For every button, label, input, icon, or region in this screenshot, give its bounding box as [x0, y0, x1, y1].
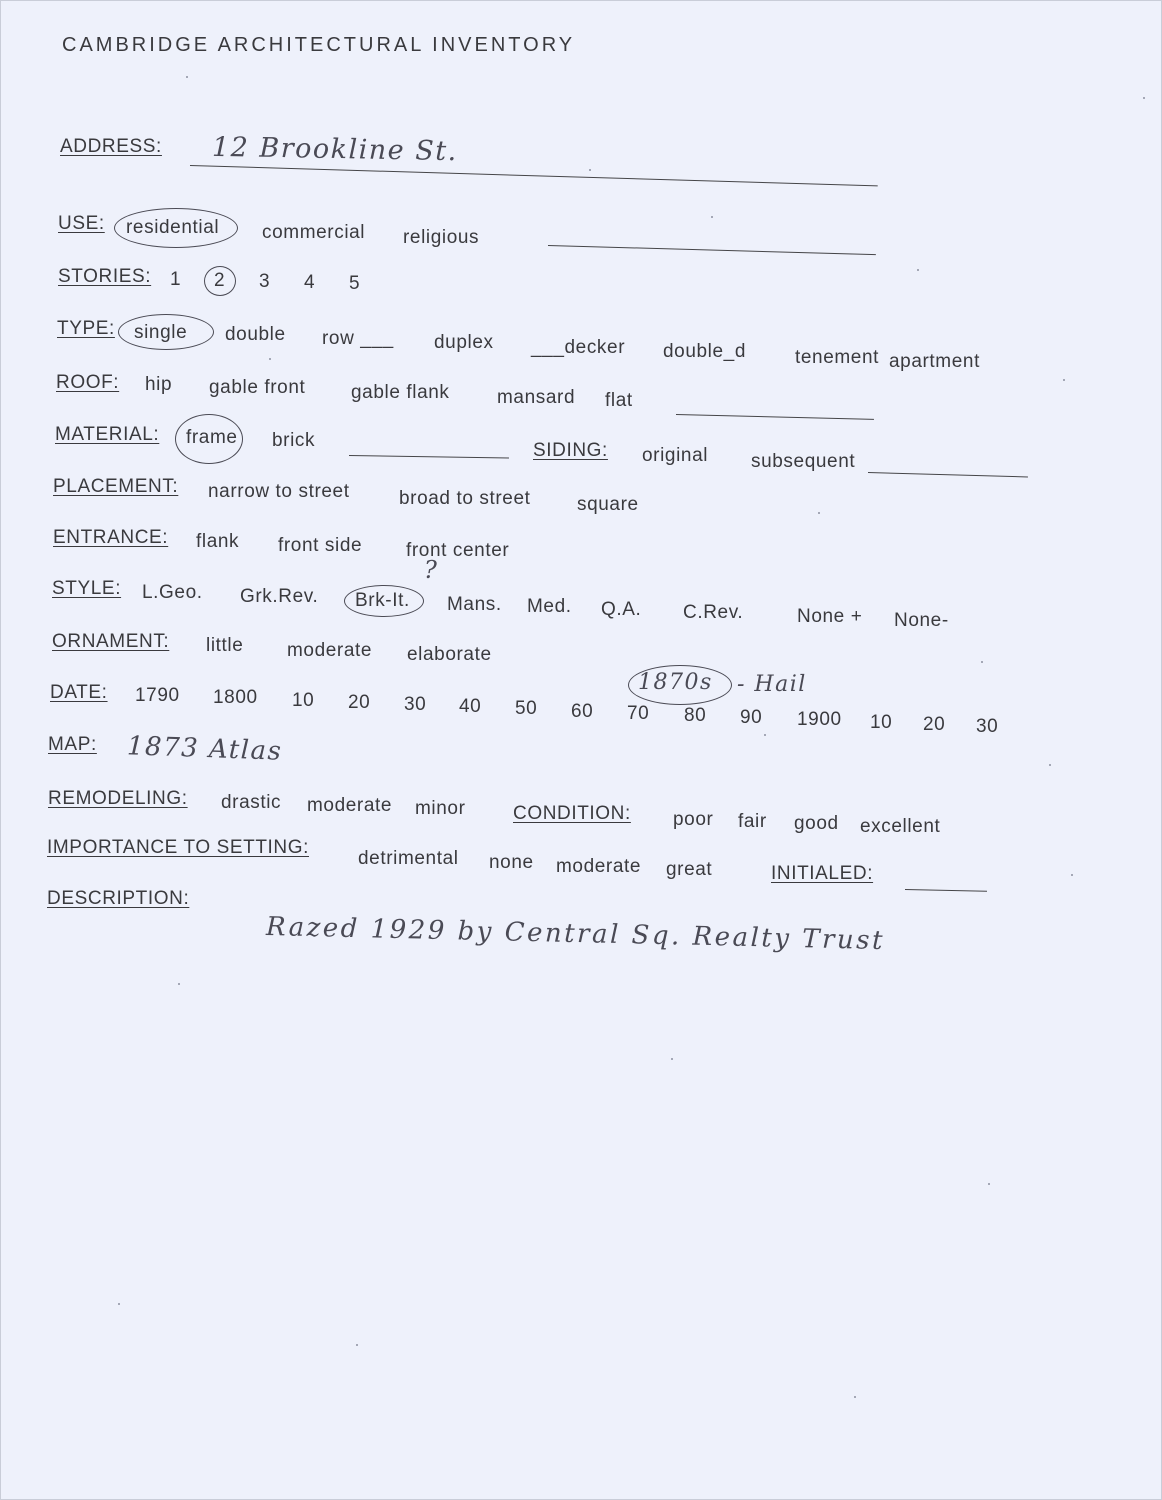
siding-label: SIDING: [533, 440, 608, 461]
date-option-1870: 70 [627, 703, 650, 724]
date-option-1900: 1900 [797, 709, 842, 730]
type-option-single: single [134, 322, 188, 343]
stories-selected-circle [204, 266, 236, 296]
roof-option-mansard: mansard [497, 387, 576, 408]
scan-speck [1143, 97, 1145, 99]
importance-option-none: none [489, 852, 534, 873]
stories-option-3: 3 [259, 271, 271, 292]
style-option-qa: Q.A. [601, 599, 642, 620]
date-option-1890: 90 [740, 707, 763, 728]
remodeling-label: REMODELING: [48, 788, 188, 809]
type-option-double-d: double_d [663, 341, 746, 362]
date-option-1820: 20 [348, 692, 371, 713]
form-header: CAMBRIDGE ARCHITECTURAL INVENTORY [62, 34, 576, 56]
date-option-1790: 1790 [135, 685, 180, 706]
type-option-row: row ___ [322, 328, 394, 349]
style-selected-circle [344, 585, 424, 617]
use-option-commercial: commercial [262, 222, 366, 243]
importance-label: IMPORTANCE TO SETTING: [47, 837, 309, 858]
importance-option-moderate: moderate [556, 856, 642, 877]
remodeling-option-minor: minor [415, 798, 466, 819]
ornament-option-elaborate: elaborate [407, 644, 492, 665]
roof-option-gable-front: gable front [209, 377, 306, 398]
siding-option-original: original [642, 445, 709, 466]
date-handwritten-value: 1870s [638, 670, 713, 695]
entrance-option-front-center: front center [406, 540, 510, 561]
type-option-tenement: tenement [795, 347, 880, 368]
use-option-religious: religious [403, 227, 480, 248]
map-label: MAP: [48, 734, 97, 755]
use-label: USE: [58, 213, 105, 234]
scan-speck [1049, 764, 1051, 766]
scan-speck [988, 1183, 990, 1185]
style-option-med: Med. [527, 596, 572, 617]
use-selected-circle [114, 208, 238, 248]
type-option-decker: ___decker [531, 337, 626, 358]
placement-option-broad: broad to street [399, 488, 531, 509]
style-label: STYLE: [52, 578, 122, 599]
scan-speck [854, 1396, 856, 1398]
condition-option-excellent: excellent [860, 816, 941, 837]
material-option-brick: brick [272, 430, 316, 451]
date-option-1810: 10 [292, 690, 315, 711]
ornament-option-moderate: moderate [287, 640, 373, 661]
placement-option-square: square [577, 494, 639, 515]
initialed-label: INITIALED: [771, 863, 874, 884]
type-option-duplex: duplex [434, 332, 494, 353]
remodeling-option-moderate: moderate [307, 795, 393, 816]
ornament-label: ORNAMENT: [52, 631, 170, 652]
scan-speck [1063, 379, 1065, 381]
stories-option-2: 2 [214, 270, 226, 291]
stories-option-1: 1 [170, 269, 182, 290]
type-option-apartment: apartment [889, 351, 980, 372]
scan-speck [818, 512, 820, 514]
condition-option-good: good [794, 813, 839, 834]
scan-speck [186, 76, 188, 78]
date-option-1930: 30 [976, 716, 999, 737]
entrance-label: ENTRANCE: [53, 527, 169, 548]
entrance-option-front-side: front side [278, 535, 363, 556]
scan-speck [917, 269, 919, 271]
style-option-mans: Mans. [447, 594, 502, 615]
scan-speck [356, 1344, 358, 1346]
date-option-1860: 60 [571, 701, 594, 722]
scan-speck [711, 216, 713, 218]
condition-option-poor: poor [673, 809, 714, 830]
placement-label: PLACEMENT: [53, 476, 179, 497]
roof-option-hip: hip [145, 374, 173, 395]
importance-option-great: great [666, 859, 713, 880]
scan-speck [671, 1058, 673, 1060]
placement-option-narrow: narrow to street [208, 481, 350, 502]
material-label: MATERIAL: [55, 424, 160, 445]
map-value: 1873 Atlas [126, 731, 283, 767]
scan-speck [1071, 874, 1073, 876]
roof-option-flat: flat [605, 390, 633, 411]
date-option-1850: 50 [515, 698, 538, 719]
style-question-mark: ? [424, 556, 439, 584]
condition-option-fair: fair [738, 811, 767, 832]
importance-option-detrimental: detrimental [358, 848, 459, 869]
scan-speck [118, 1303, 120, 1305]
type-label: TYPE: [57, 318, 115, 339]
roof-option-gable-flank: gable flank [351, 382, 450, 403]
date-option-1920: 20 [923, 714, 946, 735]
description-value: Razed 1929 by Central Sq. Realty Trust [265, 912, 886, 957]
scan-speck [981, 661, 983, 663]
material-selected-circle [175, 414, 243, 464]
address-label: ADDRESS: [60, 136, 162, 157]
date-handwritten-note: - Hail [737, 672, 807, 697]
address-value: 12 Brookline St. [211, 131, 458, 168]
ornament-option-little: little [206, 635, 244, 656]
style-option-none-plus: None + [797, 606, 863, 627]
stories-option-5: 5 [349, 273, 361, 294]
scan-speck [589, 169, 591, 171]
date-option-1840: 40 [459, 696, 482, 717]
remodeling-option-drastic: drastic [221, 792, 282, 813]
stories-option-4: 4 [304, 272, 316, 293]
style-option-grkrev: Grk.Rev. [240, 586, 319, 607]
roof-label: ROOF: [56, 372, 120, 393]
condition-label: CONDITION: [513, 803, 631, 824]
type-selected-circle [118, 314, 214, 350]
siding-option-subsequent: subsequent [751, 451, 856, 472]
type-option-double: double [225, 324, 286, 345]
style-option-none-minus: None- [894, 610, 949, 631]
use-option-residential: residential [126, 217, 220, 238]
style-option-crev: C.Rev. [683, 602, 744, 623]
date-option-1910: 10 [870, 712, 893, 733]
date-option-1880: 80 [684, 705, 707, 726]
material-option-frame: frame [186, 427, 238, 448]
scan-speck [269, 358, 271, 360]
style-option-lgeo: L.Geo. [142, 582, 203, 603]
date-option-1800: 1800 [213, 687, 258, 708]
date-label: DATE: [50, 682, 108, 703]
scan-speck [764, 734, 766, 736]
description-label: DESCRIPTION: [47, 888, 190, 909]
date-handwritten-circle [628, 665, 732, 705]
style-option-brkit: Brk-It. [355, 590, 410, 611]
stories-label: STORIES: [58, 266, 152, 287]
date-option-1830: 30 [404, 694, 427, 715]
scan-speck [178, 983, 180, 985]
entrance-option-flank: flank [196, 531, 240, 552]
